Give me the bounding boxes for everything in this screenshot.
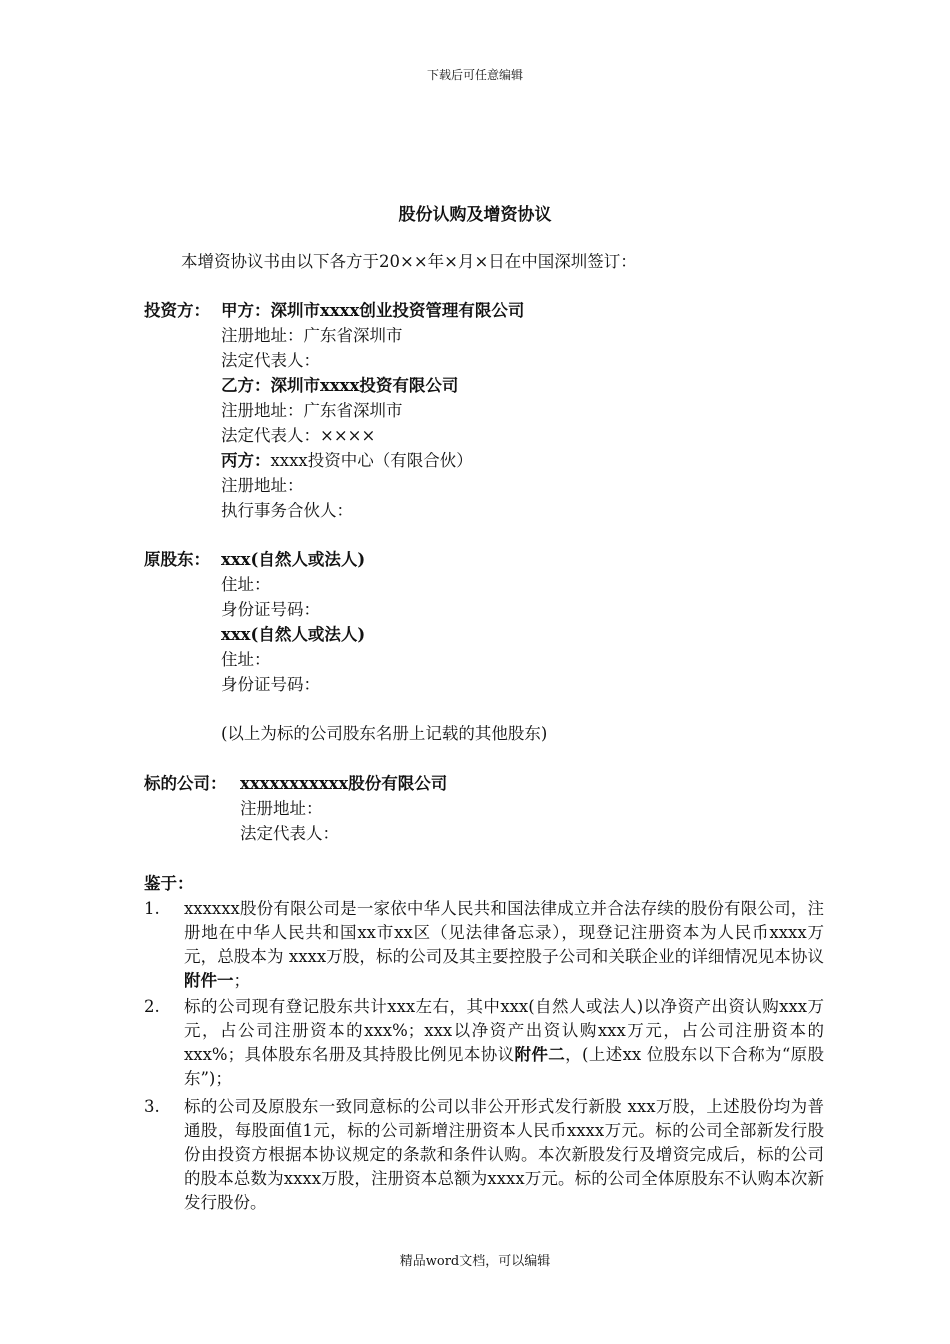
shareholder-1-address: 住址：: [221, 575, 271, 594]
whereas-item-tail: ；: [233, 971, 250, 990]
whereas-item-tail: ，(上述xx 位股东以下合称为“原股东”)；: [184, 1045, 825, 1088]
whereas-item-text: 标的公司现有登记股东共计xxx左右，其中xxx(自然人或法人)以净资产出资认购xxx万元，占公司注册资本的xxx%；xxx以净资产出资认购xxx万元，占公司注册资本的xxx%；具体股东名册及其持股比例见本协议: [184, 997, 824, 1064]
party-b-address: 注册地址：广东省深圳市: [221, 401, 403, 420]
party-c-partner: 执行事务合伙人：: [221, 501, 353, 520]
document-title: 股份认购及增资协议: [398, 205, 552, 225]
shareholder-2-id: 身份证号码：: [221, 675, 320, 694]
intro-paragraph: 本增资协议书由以下各方于20××年×月×日在中国深圳签订：: [181, 252, 637, 271]
party-c-prefix: 丙方：: [221, 451, 271, 470]
target-company-label: 标的公司：: [144, 774, 227, 793]
whereas-item: [144, 897, 824, 993]
party-b-name: 乙方：深圳市xxxx投资有限公司: [221, 376, 459, 395]
shareholder-1-id: 身份证号码：: [221, 600, 320, 619]
party-a-name: 甲方：深圳市xxxx创业投资管理有限公司: [221, 301, 525, 320]
party-a-representative: 法定代表人：: [221, 351, 320, 370]
shareholders-label: 原股东：: [144, 550, 210, 569]
annex-reference: 附件一: [184, 971, 234, 990]
party-c-address: 注册地址：: [221, 476, 304, 495]
whereas-item: [144, 995, 824, 1091]
party-c-line: [221, 449, 473, 473]
party-c-name: xxxx投资中心（有限合伙）: [270, 451, 473, 470]
shareholder-2-address: 住址：: [221, 650, 271, 669]
whereas-item-text: 标的公司及原股东一致同意标的公司以非公开形式发行新股 xxx万股，上述股份均为普通股，每股面值1元，标的公司新增注册资本人民币xxxx万元。标的公司全部新发行股份由投资方根据本协议规定的条款和条件认购。本次新股发行及增资完成后，标的公司的股本总数为xxxx万股，注册资本总额为xxxx万元。标的公司全体原股东不认购本次新发行股份。: [184, 1097, 824, 1212]
party-a-address: 注册地址：广东省深圳市: [221, 326, 403, 345]
shareholders-note: (以上为标的公司股东名册上记载的其他股东): [221, 724, 548, 743]
whereas-item: [144, 1095, 824, 1215]
annex-reference: 附件二: [514, 1045, 566, 1064]
target-company-name: xxxxxxxxxxx股份有限公司: [240, 774, 448, 793]
page-footer: 精品word文档，可以编辑: [399, 1254, 551, 1269]
page-header: 下载后可任意编辑: [426, 68, 523, 82]
whereas-item-number: 1.: [144, 899, 160, 918]
party-b-representative: 法定代表人：××××: [221, 426, 376, 445]
target-company-address: 注册地址：: [240, 799, 323, 818]
target-company-representative: 法定代表人：: [240, 824, 339, 843]
shareholder-2-name: xxx(自然人或法人): [221, 625, 366, 644]
shareholder-1-name: xxx(自然人或法人): [221, 550, 366, 569]
whereas-item-text: xxxxxx股份有限公司是一家依中华人民共和国法律成立并合法存续的股份有限公司，注册地在中华人民共和国xx市xx区（见法律备忘录），现登记注册资本为人民币xxxx万元，总股本为 xxxx万股，标的公司及其主要控股子公司和关联企业的详细情况见本协议: [184, 899, 824, 966]
whereas-label: 鉴于：: [144, 874, 194, 893]
investors-label: 投资方：: [144, 301, 210, 320]
whereas-item-number: 2.: [144, 997, 160, 1016]
whereas-item-number: 3.: [144, 1097, 160, 1116]
